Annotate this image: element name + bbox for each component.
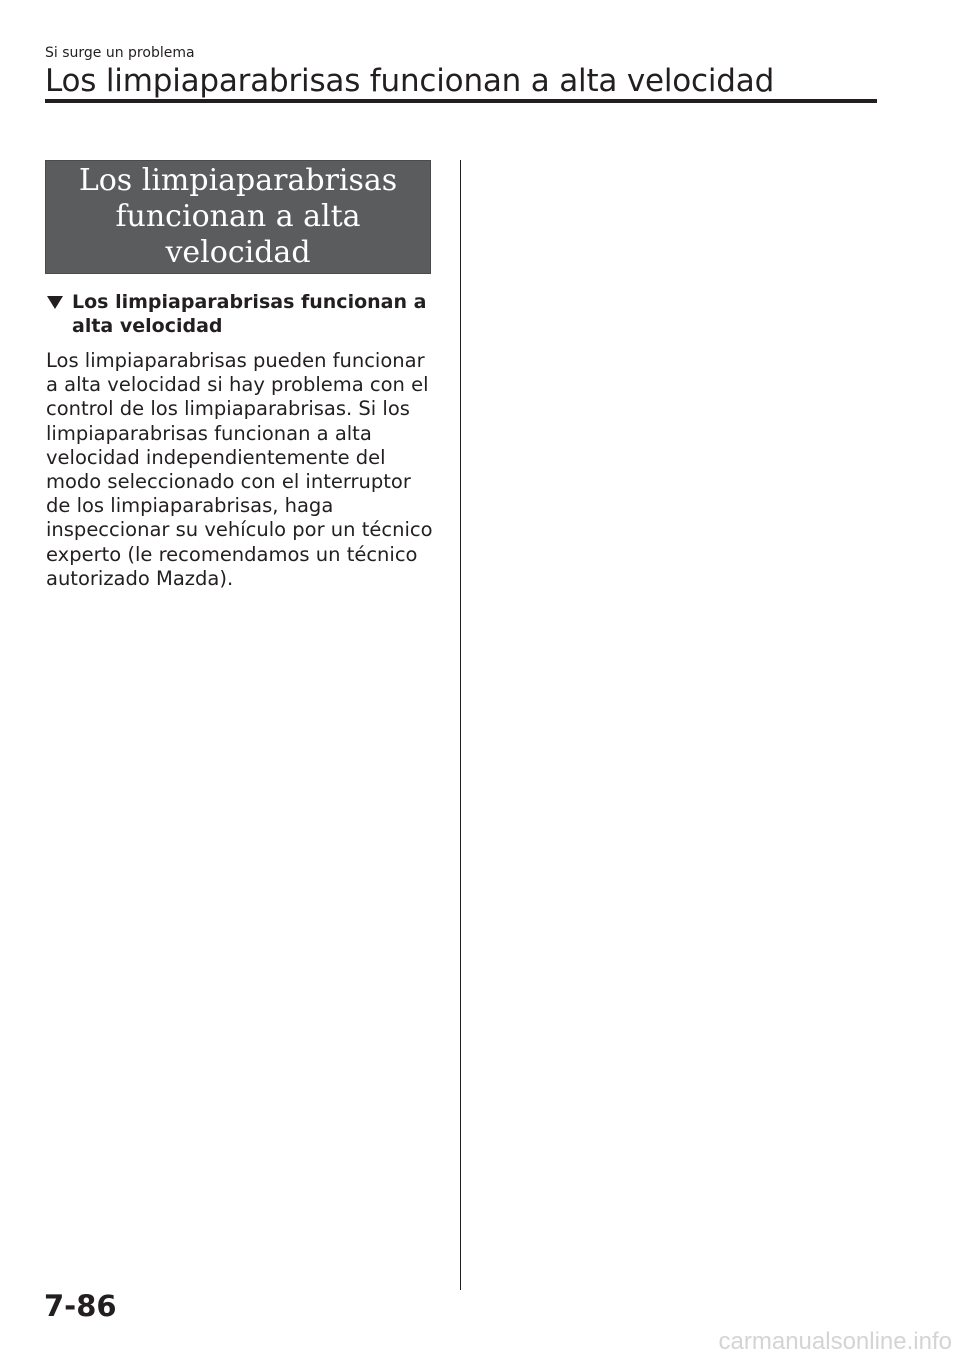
page-header [45, 44, 877, 100]
column-divider [460, 160, 461, 1290]
section-title-box [45, 160, 431, 274]
watermark: carmanualsonline.info [718, 1328, 952, 1355]
header-rule [45, 99, 877, 103]
page-number: 7-86 [44, 1289, 117, 1323]
subheading-text: Los limpiaparabrisas funcionan a alta velocidad [72, 291, 427, 337]
section-label: Si surge un problema [45, 45, 195, 61]
down-triangle-icon [47, 296, 63, 309]
body-paragraph: Los limpiaparabrisas pueden funcionar a alta velocidad si hay problema con el control de los limpiaparabrisas. Si los limpiaparabrisas funcionan a alta velocidad independientemente del modo seleccionado con el interruptor de los limpiaparabrisas, haga inspeccionar su vehículo por un técnico experto (le recomendamos un técnico autorizado Mazda). [46, 349, 433, 590]
page-heading: Los limpiaparabrisas funcionan a alta velocidad [45, 63, 775, 99]
section-title: Los limpiaparabrisas funcionan a alta velocidad [78, 163, 398, 270]
subheading [47, 290, 437, 338]
